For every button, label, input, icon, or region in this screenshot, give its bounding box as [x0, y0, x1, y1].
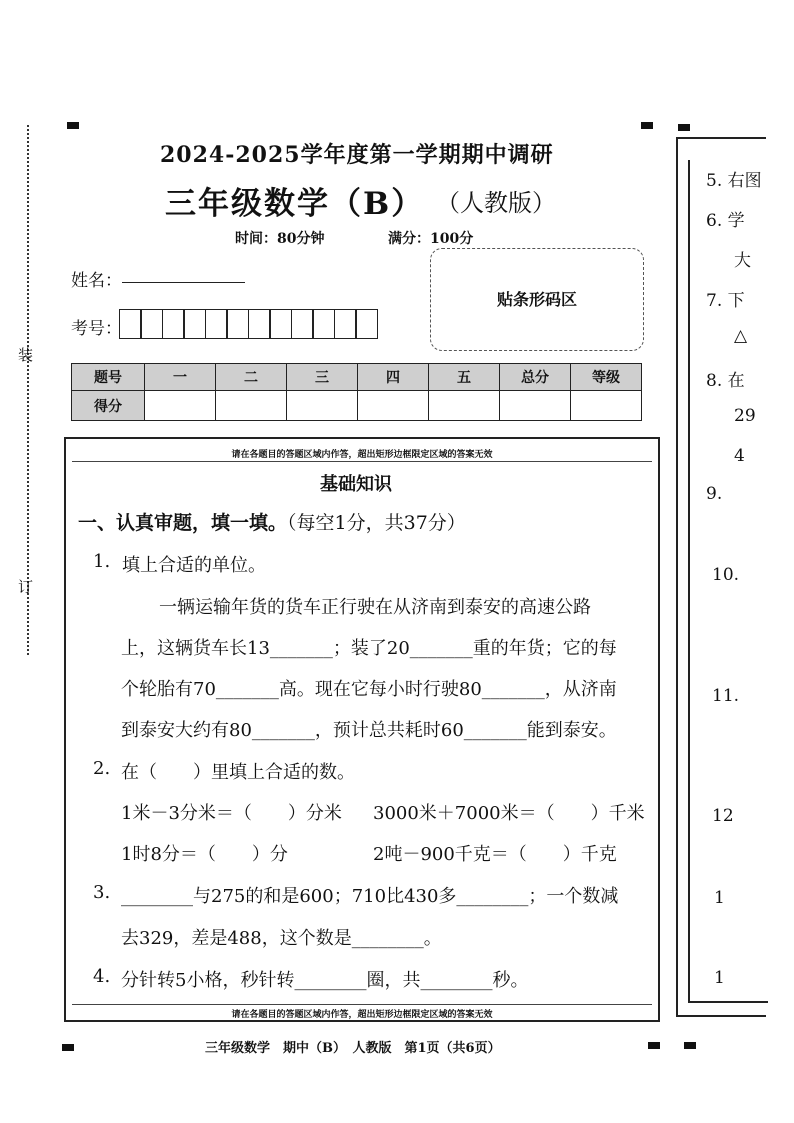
question-text: 1时8分＝（ ）分 — [121, 844, 288, 865]
binding-char-zhuang: 装 — [18, 346, 34, 364]
page-footer: 三年级数学 期中（B） 人教版 第1页（共6页） — [205, 1041, 501, 1056]
part-heading-text: 一、认真审题，填一填。 — [78, 512, 288, 534]
next-page-line: 9. — [706, 484, 723, 504]
score-cell[interactable] — [500, 391, 571, 421]
exam-no-boxes[interactable] — [120, 309, 378, 339]
score-cell[interactable] — [287, 391, 358, 421]
score-header: 四 — [358, 364, 429, 391]
registration-mark — [684, 1042, 696, 1049]
question-text: ________与275的和是600；710比430多________；一个数减 — [121, 886, 619, 907]
registration-mark — [67, 122, 79, 129]
next-page-content — [704, 0, 792, 1123]
question-text: 在（ ）里填上合适的数。 — [121, 762, 355, 783]
name-field[interactable] — [122, 282, 245, 283]
registration-mark — [678, 124, 690, 131]
score-header: 一 — [145, 364, 216, 391]
question-text: 去329，差是488，这个数是________。 — [121, 928, 442, 949]
edition-label: （人教版） — [436, 189, 556, 217]
question-text: 到泰安大约有80_______，预计总共耗时60_______能到泰安。 — [121, 720, 617, 741]
registration-mark — [62, 1044, 74, 1051]
name-label: 姓名： — [71, 271, 122, 291]
question-text: 上，这辆货车长13_______；装了20_______重的年货；它的每 — [121, 638, 617, 659]
barcode-label: 贴条形码区 — [496, 290, 577, 309]
question-text: 填上合适的单位。 — [122, 555, 266, 576]
next-page-line: 10. — [712, 565, 740, 585]
score-row-label: 得分 — [72, 391, 145, 421]
score-cell[interactable] — [216, 391, 287, 421]
question-text: 一辆运输年货的货车正行驶在从济南到泰安的高速公路 — [159, 597, 591, 618]
score-header: 五 — [429, 364, 500, 391]
question-number: 1. — [93, 551, 111, 572]
question-text: 2吨－900千克＝（ ）千克 — [373, 844, 617, 865]
score-header: 题号 — [72, 364, 145, 391]
answer-notice-top: 请在各题目的答题区域内作答，超出矩形边框限定区域的答案无效 — [231, 450, 493, 460]
next-page-line: 5. 右图 — [706, 171, 762, 191]
answer-notice-bottom: 请在各题目的答题区域内作答，超出矩形边框限定区域的答案无效 — [231, 1010, 493, 1020]
registration-mark — [641, 122, 653, 129]
score-cell[interactable] — [571, 391, 642, 421]
question-text: 3000米＋7000米＝（ ）千米 — [373, 803, 645, 824]
score-cell[interactable] — [358, 391, 429, 421]
next-page-line: 8. 在 — [706, 371, 745, 391]
exam-no-label: 考号： — [71, 319, 122, 339]
next-page-line: △ — [734, 326, 748, 346]
next-page-line: 1 — [714, 968, 725, 988]
divider — [72, 461, 652, 462]
question-text: 分针转5小格，秒针转________圈，共________秒。 — [121, 970, 529, 991]
section-title: 基础知识 — [320, 474, 392, 495]
exam-time: 时间：80分钟 — [235, 231, 325, 247]
question-number: 3. — [93, 882, 111, 903]
next-page-line: 11. — [712, 686, 740, 706]
subject-title: 三年级数学（B） — [165, 186, 425, 222]
exam-title: 2024-2025学年度第一学期期中调研 — [160, 142, 554, 168]
score-cell[interactable] — [145, 391, 216, 421]
next-page-line: 29 — [734, 406, 756, 426]
part-points: （每空1分，共37分） — [287, 512, 466, 534]
binding-char-ding: 订 — [18, 578, 34, 596]
score-header: 二 — [216, 364, 287, 391]
part-heading — [78, 508, 466, 535]
score-cell[interactable] — [429, 391, 500, 421]
registration-mark — [648, 1042, 660, 1049]
next-page-line: 4 — [734, 446, 745, 466]
score-header: 总分 — [500, 364, 571, 391]
next-page-line: 12 — [712, 806, 734, 826]
question-number: 2. — [93, 758, 111, 779]
question-number: 4. — [93, 966, 111, 987]
next-page-line: 7. 下 — [706, 291, 745, 311]
next-page-line: 1 — [714, 888, 725, 908]
next-page-line: 6. 学 — [706, 211, 745, 231]
question-text: 1米－3分米＝（ ）分米 — [121, 803, 342, 824]
score-header: 三 — [287, 364, 358, 391]
next-page-line: 大 — [734, 251, 751, 271]
question-text: 个轮胎有70_______高。现在它每小时行驶80_______，从济南 — [121, 679, 617, 700]
full-score: 满分：100分 — [388, 231, 474, 247]
divider — [72, 1004, 652, 1005]
score-table — [71, 363, 642, 421]
barcode-area — [430, 248, 644, 351]
score-header: 等级 — [571, 364, 642, 391]
